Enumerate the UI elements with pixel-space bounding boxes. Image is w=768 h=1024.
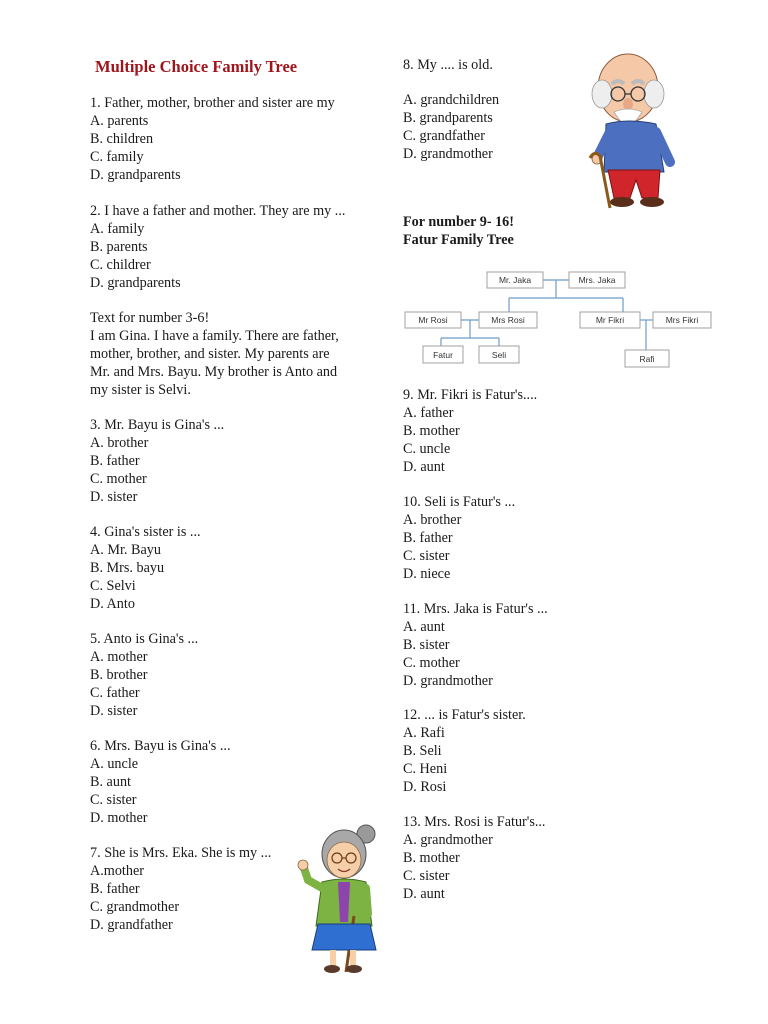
question-text: 5. Anto is Gina's ... bbox=[90, 631, 199, 647]
option: C. father bbox=[90, 685, 140, 701]
option: B. father bbox=[403, 530, 453, 546]
option: D. grandparents bbox=[90, 275, 181, 291]
option: D. Rosi bbox=[403, 779, 447, 795]
option: C. Selvi bbox=[90, 578, 136, 594]
option: B. sister bbox=[403, 637, 450, 653]
option: C. sister bbox=[403, 548, 450, 564]
passage-heading: Text for number 3-6! bbox=[90, 310, 210, 326]
tree-label-seli: Seli bbox=[491, 350, 507, 360]
page-title: Multiple Choice Family Tree bbox=[95, 57, 298, 76]
passage-line: mother, brother, and sister. My parents are bbox=[90, 346, 330, 362]
option: C. mother bbox=[403, 655, 460, 671]
option: A. uncle bbox=[90, 756, 139, 772]
option: C. family bbox=[90, 149, 144, 165]
option: B. mother bbox=[403, 423, 460, 439]
question-text: 7. She is Mrs. Eka. She is my ... bbox=[90, 845, 272, 861]
option: C. Heni bbox=[403, 761, 448, 777]
passage-line: Mr. and Mrs. Bayu. My brother is Anto and bbox=[90, 364, 338, 380]
option: A. Rafi bbox=[403, 725, 445, 741]
question-6 bbox=[90, 737, 231, 827]
option: A. grandchildren bbox=[403, 92, 500, 108]
question-text: 6. Mrs. Bayu is Gina's ... bbox=[90, 738, 231, 754]
question-10 bbox=[403, 493, 515, 583]
option: D. niece bbox=[403, 566, 451, 582]
option: B. parents bbox=[90, 239, 148, 255]
question-8-options bbox=[403, 91, 499, 163]
tree-heading-line-1: For number 9- 16! bbox=[403, 214, 514, 230]
option: A. aunt bbox=[403, 619, 445, 635]
tree-label-fatur: Fatur bbox=[433, 350, 453, 360]
question-9 bbox=[403, 386, 537, 476]
question-3 bbox=[90, 416, 224, 506]
question-13 bbox=[403, 813, 545, 903]
option: B. aunt bbox=[90, 774, 131, 790]
option: B. grandparents bbox=[403, 110, 493, 126]
question-text: 9. Mr. Fikri is Fatur's.... bbox=[403, 387, 538, 403]
question-4 bbox=[90, 523, 201, 613]
option: D. aunt bbox=[403, 886, 445, 902]
option: D. grandfather bbox=[90, 917, 173, 933]
option: B. mother bbox=[403, 850, 460, 866]
option: C. childrer bbox=[90, 257, 151, 273]
question-text: 13. Mrs. Rosi is Fatur's... bbox=[403, 814, 546, 830]
option: C. sister bbox=[90, 792, 137, 808]
option: D. sister bbox=[90, 703, 138, 719]
option: D. aunt bbox=[403, 459, 445, 475]
option: C. grandfather bbox=[403, 128, 485, 144]
reading-passage bbox=[90, 309, 339, 399]
passage-line: I am Gina. I have a family. There are father, bbox=[90, 328, 339, 344]
option: A. grandmother bbox=[403, 832, 493, 848]
question-text: 8. My .... is old. bbox=[403, 57, 493, 73]
option: B. brother bbox=[90, 667, 148, 683]
option: A. brother bbox=[403, 512, 462, 528]
tree-label-mr-fikri: Mr Fikri bbox=[595, 315, 625, 325]
option: D. grandmother bbox=[403, 146, 493, 162]
question-11 bbox=[403, 600, 548, 690]
option: B. Seli bbox=[403, 743, 442, 759]
tree-heading bbox=[403, 213, 514, 249]
option: B. father bbox=[90, 881, 140, 897]
option: B. children bbox=[90, 131, 154, 147]
question-1 bbox=[90, 94, 335, 184]
option: B. father bbox=[90, 453, 140, 469]
option: A. father bbox=[403, 405, 454, 421]
option: A. brother bbox=[90, 435, 149, 451]
option: D. grandmother bbox=[403, 673, 493, 689]
family-tree-diagram bbox=[403, 262, 715, 370]
question-7 bbox=[90, 844, 271, 934]
question-text: 10. Seli is Fatur's ... bbox=[403, 494, 516, 510]
question-text: 11. Mrs. Jaka is Fatur's ... bbox=[403, 601, 548, 617]
tree-label-mr-jaka: Mr. Jaka bbox=[498, 275, 532, 285]
tree-label-mr-rosi: Mr Rosi bbox=[418, 315, 448, 325]
option: D. grandparents bbox=[90, 167, 181, 183]
option: D. Anto bbox=[90, 596, 135, 612]
option: C. sister bbox=[403, 868, 450, 884]
tree-label-mrs-fikri: Mrs Fikri bbox=[665, 315, 699, 325]
option: C. mother bbox=[90, 471, 147, 487]
grandfather-illustration bbox=[584, 52, 692, 212]
question-text: 2. I have a father and mother. They are my ... bbox=[90, 203, 346, 219]
option: D. mother bbox=[90, 810, 148, 826]
question-8-stem bbox=[403, 56, 493, 74]
option: A. mother bbox=[90, 649, 148, 665]
question-2 bbox=[90, 202, 345, 292]
option: B. Mrs. bayu bbox=[90, 560, 165, 576]
question-12 bbox=[403, 706, 526, 796]
option: A.mother bbox=[90, 863, 144, 879]
option: A. Mr. Bayu bbox=[90, 542, 161, 558]
question-text: 1. Father, mother, brother and sister are my bbox=[90, 95, 335, 111]
passage-line: my sister is Selvi. bbox=[90, 382, 191, 398]
option: A. parents bbox=[90, 113, 149, 129]
question-text: 12. ... is Fatur's sister. bbox=[403, 707, 526, 723]
question-text: 3. Mr. Bayu is Gina's ... bbox=[90, 417, 225, 433]
question-text: 4. Gina's sister is ... bbox=[90, 524, 201, 540]
tree-heading-line-2: Fatur Family Tree bbox=[403, 232, 514, 248]
option: C. uncle bbox=[403, 441, 451, 457]
option: C. grandmother bbox=[90, 899, 180, 915]
grandmother-illustration bbox=[296, 822, 386, 977]
question-5 bbox=[90, 630, 198, 720]
tree-label-rafi: Rafi bbox=[639, 354, 655, 364]
tree-label-mrs-rosi: Mrs Rosi bbox=[491, 315, 525, 325]
option: D. sister bbox=[90, 489, 138, 505]
option: A. family bbox=[90, 221, 145, 237]
tree-label-mrs-jaka: Mrs. Jaka bbox=[578, 275, 616, 285]
